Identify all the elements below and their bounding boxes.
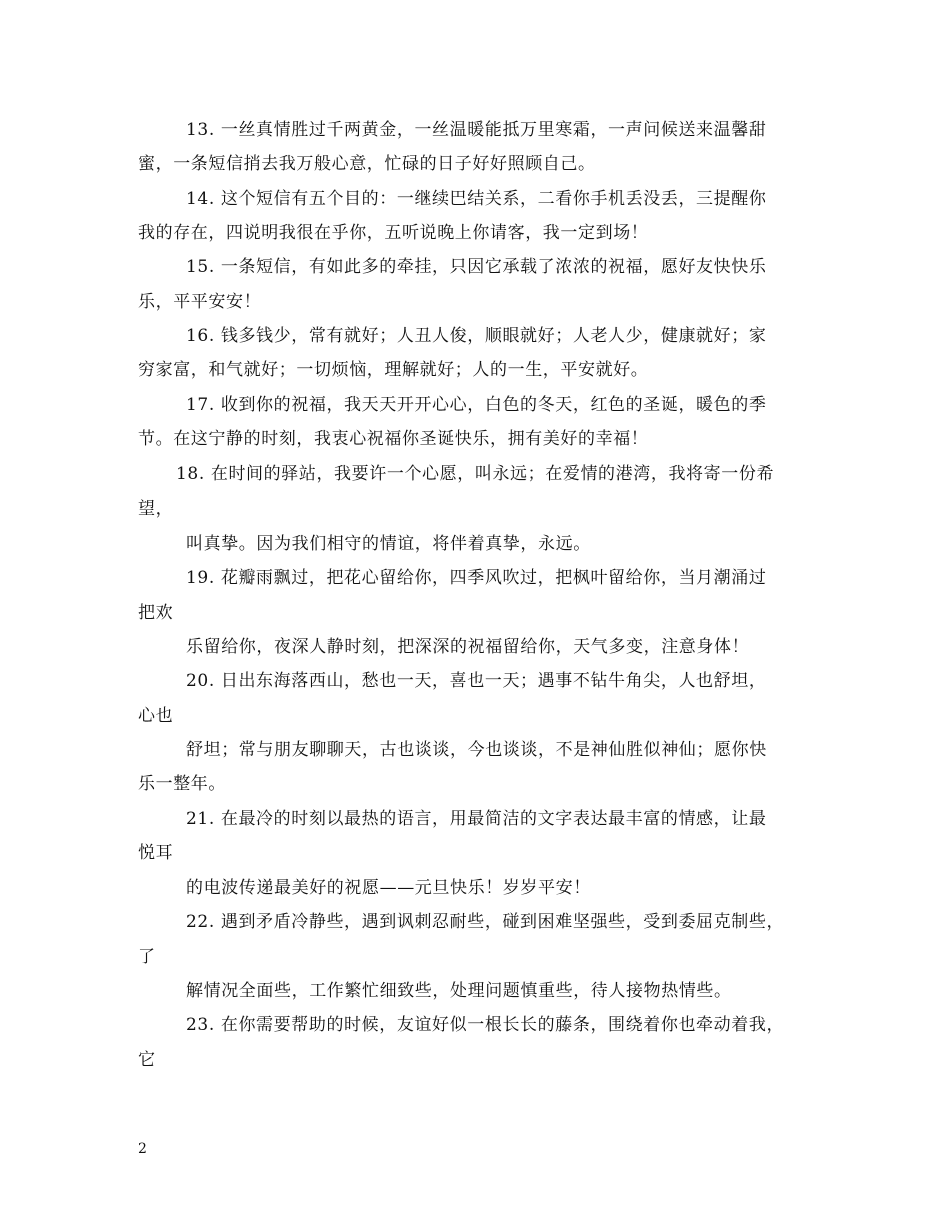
text-line: 13. 一丝真情胜过千两黄金，一丝温暖能抵万里寒霜，一声问候送来温馨甜 bbox=[186, 120, 767, 140]
text-line: 舒坦；常与朋友聊聊天，古也谈谈，今也谈谈，不是神仙胜似神仙；愿你快 bbox=[186, 740, 767, 760]
text-line: 的电波传递最美好的祝愿——元旦快乐！岁岁平安！ bbox=[186, 878, 591, 898]
text-line: 20. 日出东海落西山，愁也一天，喜也一天；遇事不钻牛角尖，人也舒坦， bbox=[186, 671, 767, 691]
text-line: 望， bbox=[138, 499, 174, 519]
text-line: 心也 bbox=[138, 706, 174, 726]
text-line: 节。在这宁静的时刻，我衷心祝福你圣诞快乐，拥有美好的幸福！ bbox=[138, 429, 649, 449]
text-line: 叫真挚。因为我们相守的情谊，将伴着真挚，永远。 bbox=[186, 534, 591, 554]
text-line: 乐留给你，夜深人静时刻，把深深的祝福留给你，天气多变，注意身体！ bbox=[186, 637, 750, 657]
text-line: 15. 一条短信，有如此多的牵挂，只因它承载了浓浓的祝福，愿好友快快乐 bbox=[186, 257, 767, 277]
text-line: 它 bbox=[138, 1050, 156, 1070]
text-line: 16. 钱多钱少，常有就好；人丑人俊，顺眼就好；人老人少，健康就好；家 bbox=[186, 326, 767, 346]
text-line: 18. 在时间的驿站，我要许一个心愿，叫永远；在爱情的港湾，我将寄一份希 bbox=[176, 464, 775, 484]
text-line: 悦耳 bbox=[138, 843, 174, 863]
text-line: 17. 收到你的祝福，我天天开开心心，白色的冬天，红色的圣诞，暖色的季 bbox=[186, 395, 767, 415]
text-line: 了 bbox=[138, 947, 156, 967]
text-line: 解情况全面些，工作繁忙细致些，处理问题慎重些，待人接物热情些。 bbox=[186, 981, 732, 1001]
text-line: 23. 在你需要帮助的时候，友谊好似一根长长的藤条，围绕着你也牵动着我， bbox=[186, 1015, 785, 1035]
page-number: 2 bbox=[138, 1141, 147, 1157]
text-line: 蜜，一条短信捎去我万般心意，忙碌的日子好好照顾自己。 bbox=[138, 154, 596, 174]
text-line: 19. 花瓣雨飘过，把花心留给你，四季风吹过，把枫叶留给你，当月潮涌过 bbox=[186, 568, 767, 588]
text-line: 14. 这个短信有五个目的：一继续巴结关系，二看你手机丢没丢，三提醒你 bbox=[186, 189, 767, 209]
text-line: 22. 遇到矛盾冷静些，遇到讽刺忍耐些，碰到困难坚强些，受到委屈克制些， bbox=[186, 912, 785, 932]
text-line: 乐，平平安安！ bbox=[138, 292, 262, 312]
text-line: 乐一整年。 bbox=[138, 774, 226, 794]
text-line: 21. 在最冷的时刻以最热的语言，用最简洁的文字表达最丰富的情感，让最 bbox=[186, 809, 767, 829]
text-line: 把欢 bbox=[138, 603, 174, 623]
text-line: 我的存在，四说明我很在乎你，五听说晚上你请客，我一定到场！ bbox=[138, 223, 649, 243]
text-line: 穷家富，和气就好；一切烦恼，理解就好；人的一生，平安就好。 bbox=[138, 360, 649, 380]
